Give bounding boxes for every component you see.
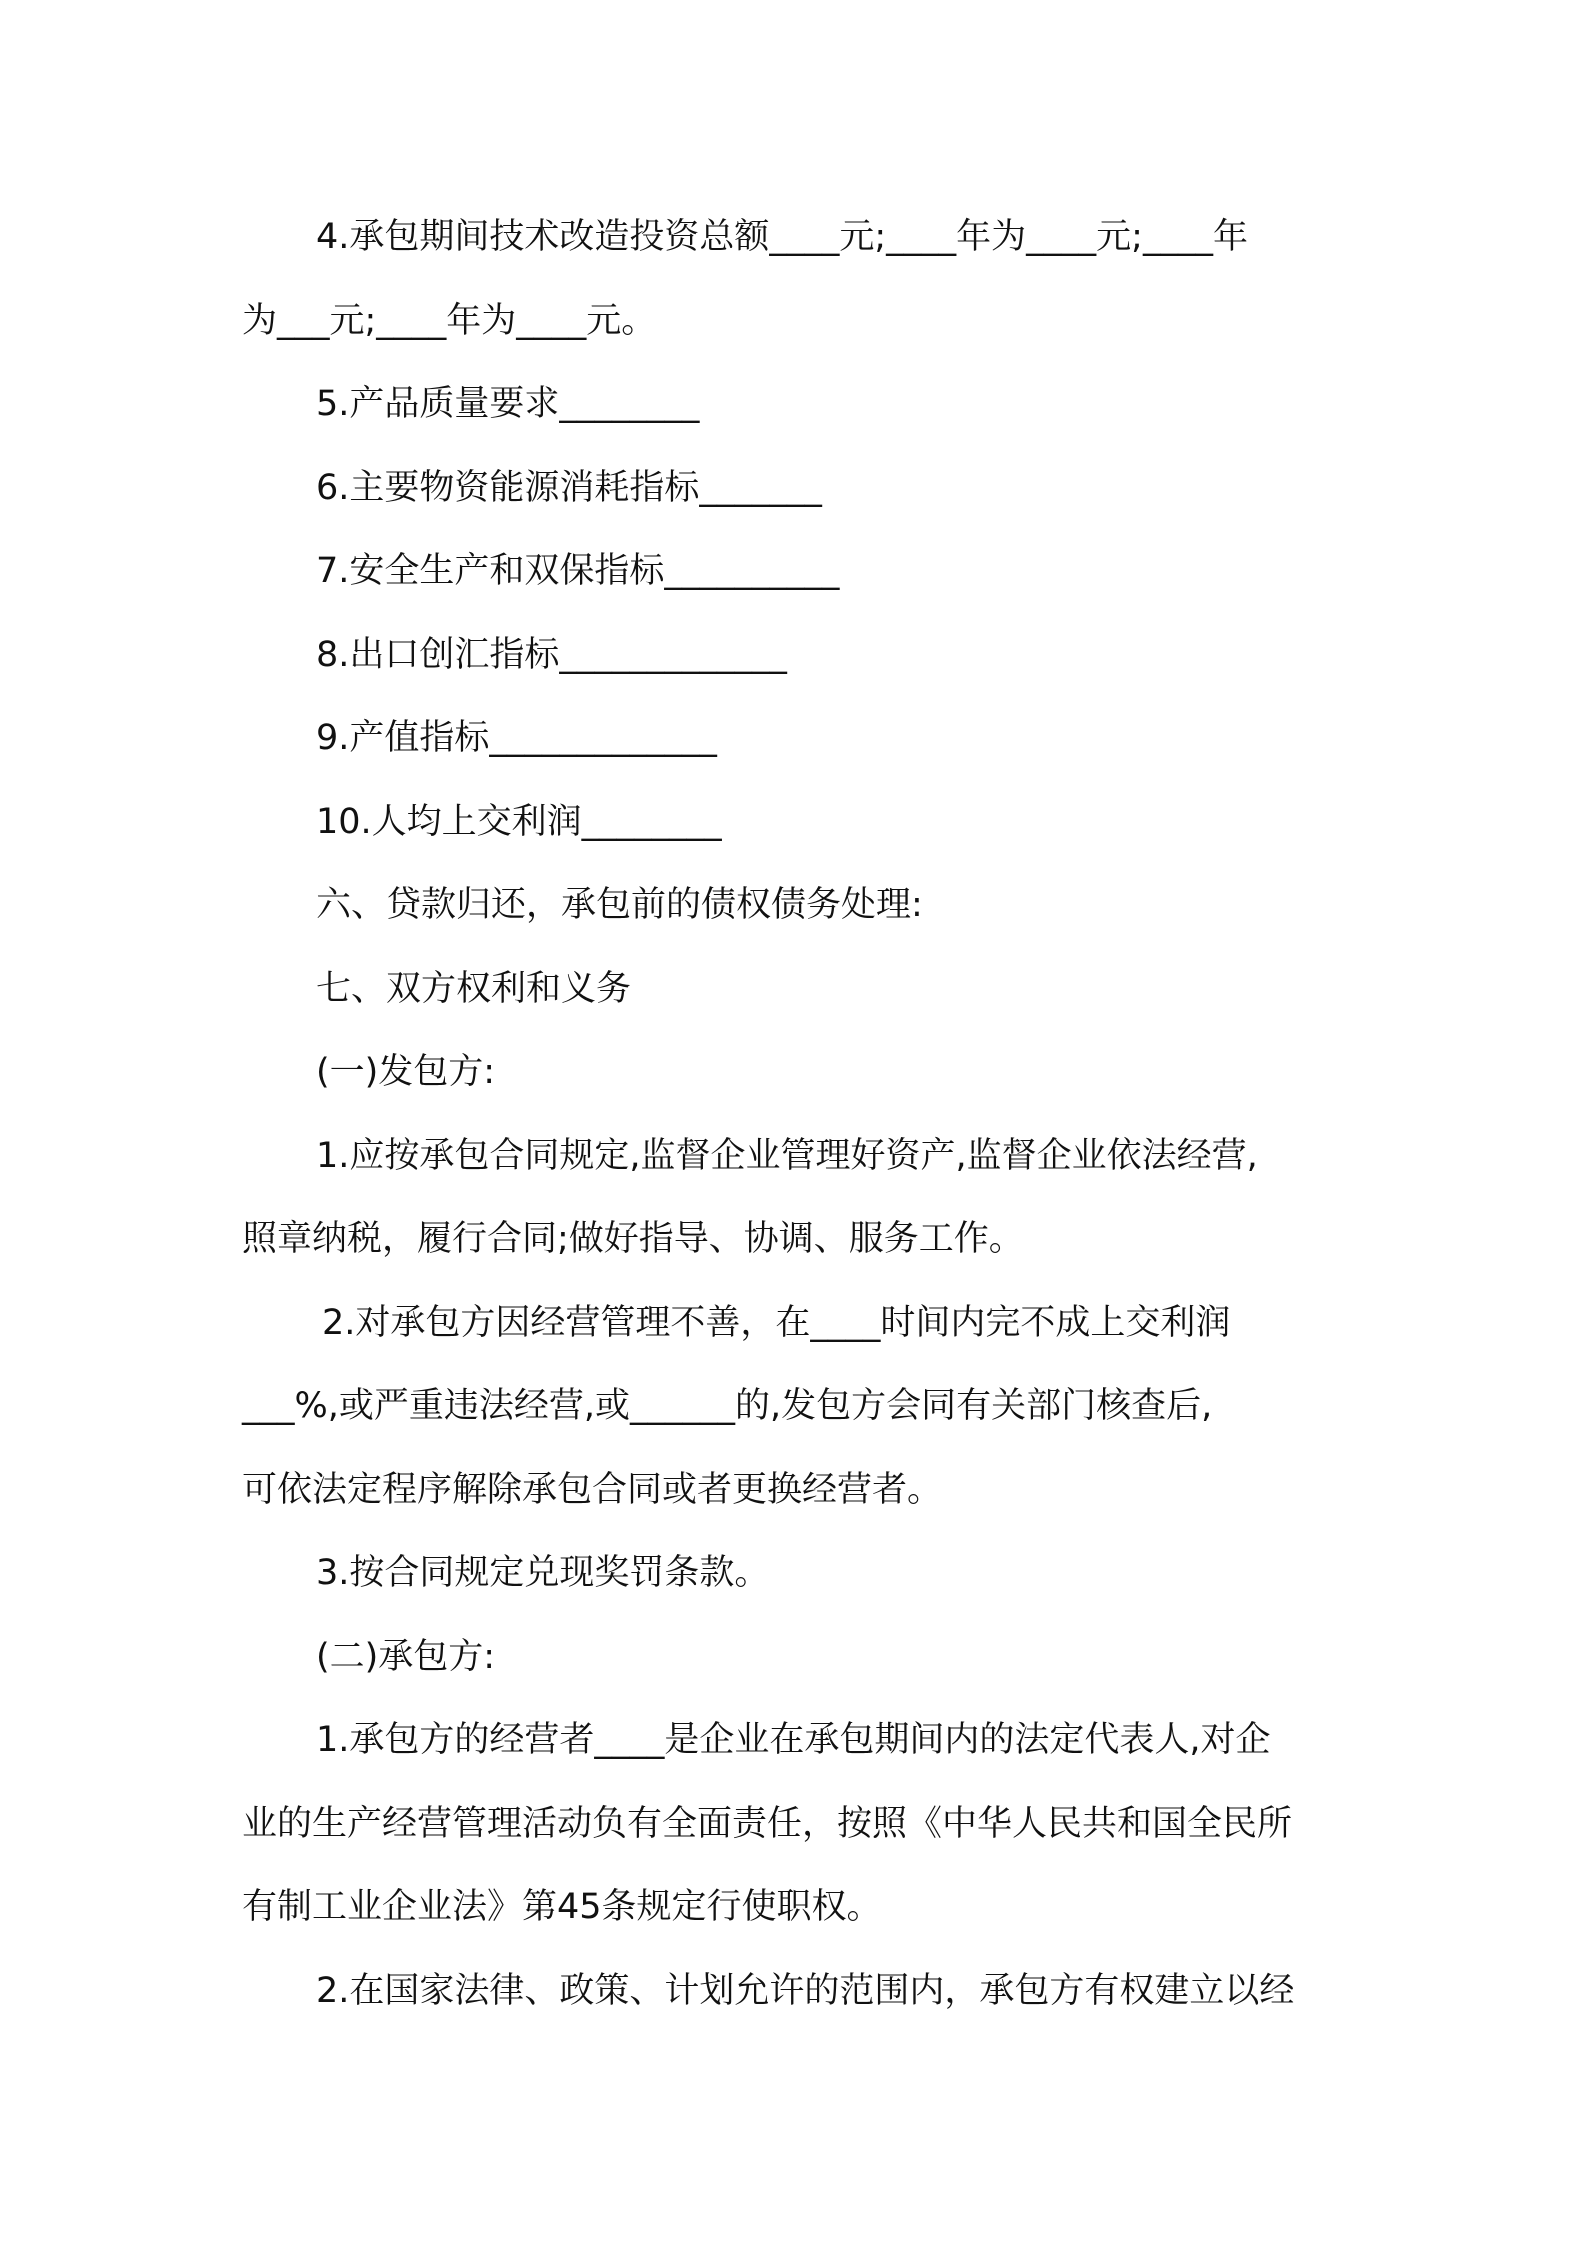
clause-5-4-line-1: 4.承包期间技术改造投资总额____元;____年为____元;____年	[316, 217, 1248, 257]
contractor-item-1-line-2: 业的生产经营管理活动负有全面责任，按照《中华人民共和国全民所	[242, 1803, 1293, 1844]
section-6-heading: 六、贷款归还，承包前的债权债务处理:	[316, 885, 923, 925]
section-7-heading: 七、双方权利和义务	[316, 968, 632, 1009]
subsection-employer-heading: (一)发包方:	[316, 1052, 496, 1092]
contractor-item-1-line-3: 有制工业企业法》第45条规定行使职权。	[242, 1887, 882, 1927]
document-body	[242, 196, 1362, 2033]
employer-item-2-line-3: 可依法定程序解除承包合同或者更换经营者。	[242, 1469, 943, 1510]
contractor-item-2-line-1: 2.在国家法律、政策、计划允许的范围内，承包方有权建立以经	[316, 1970, 1295, 2011]
employer-item-1-line-1: 1.应按承包合同规定,监督企业管理好资产,监督企业依法经营,	[316, 1135, 1258, 1176]
clause-5-4-line-2: 为___元;____年为____元。	[242, 300, 657, 341]
clause-5-9: 9.产值指标_____________	[316, 718, 717, 758]
contractor-item-1-line-1: 1.承包方的经营者____是企业在承包期间内的法定代表人,对企	[316, 1720, 1271, 1760]
clause-5-7: 7.安全生产和双保指标__________	[316, 551, 840, 591]
clause-5-5: 5.产品质量要求________	[316, 384, 700, 424]
clause-5-8: 8.出口创汇指标_____________	[316, 634, 787, 675]
employer-item-2-line-1: 2.对承包方因经营管理不善，在____时间内完不成上交利润	[322, 1302, 1231, 1343]
clause-5-10: 10.人均上交利润________	[316, 801, 722, 842]
employer-item-3: 3.按合同规定兑现奖罚条款。	[316, 1553, 770, 1593]
subsection-contractor-heading: (二)承包方:	[316, 1636, 496, 1677]
employer-item-2-line-2: ___%,或严重违法经营,或______的,发包方会同有关部门核查后,	[242, 1386, 1213, 1426]
clause-5-6: 6.主要物资能源消耗指标_______	[316, 467, 822, 508]
employer-item-1-line-2: 照章纳税，履行合同;做好指导、协调、服务工作。	[242, 1219, 1024, 1259]
